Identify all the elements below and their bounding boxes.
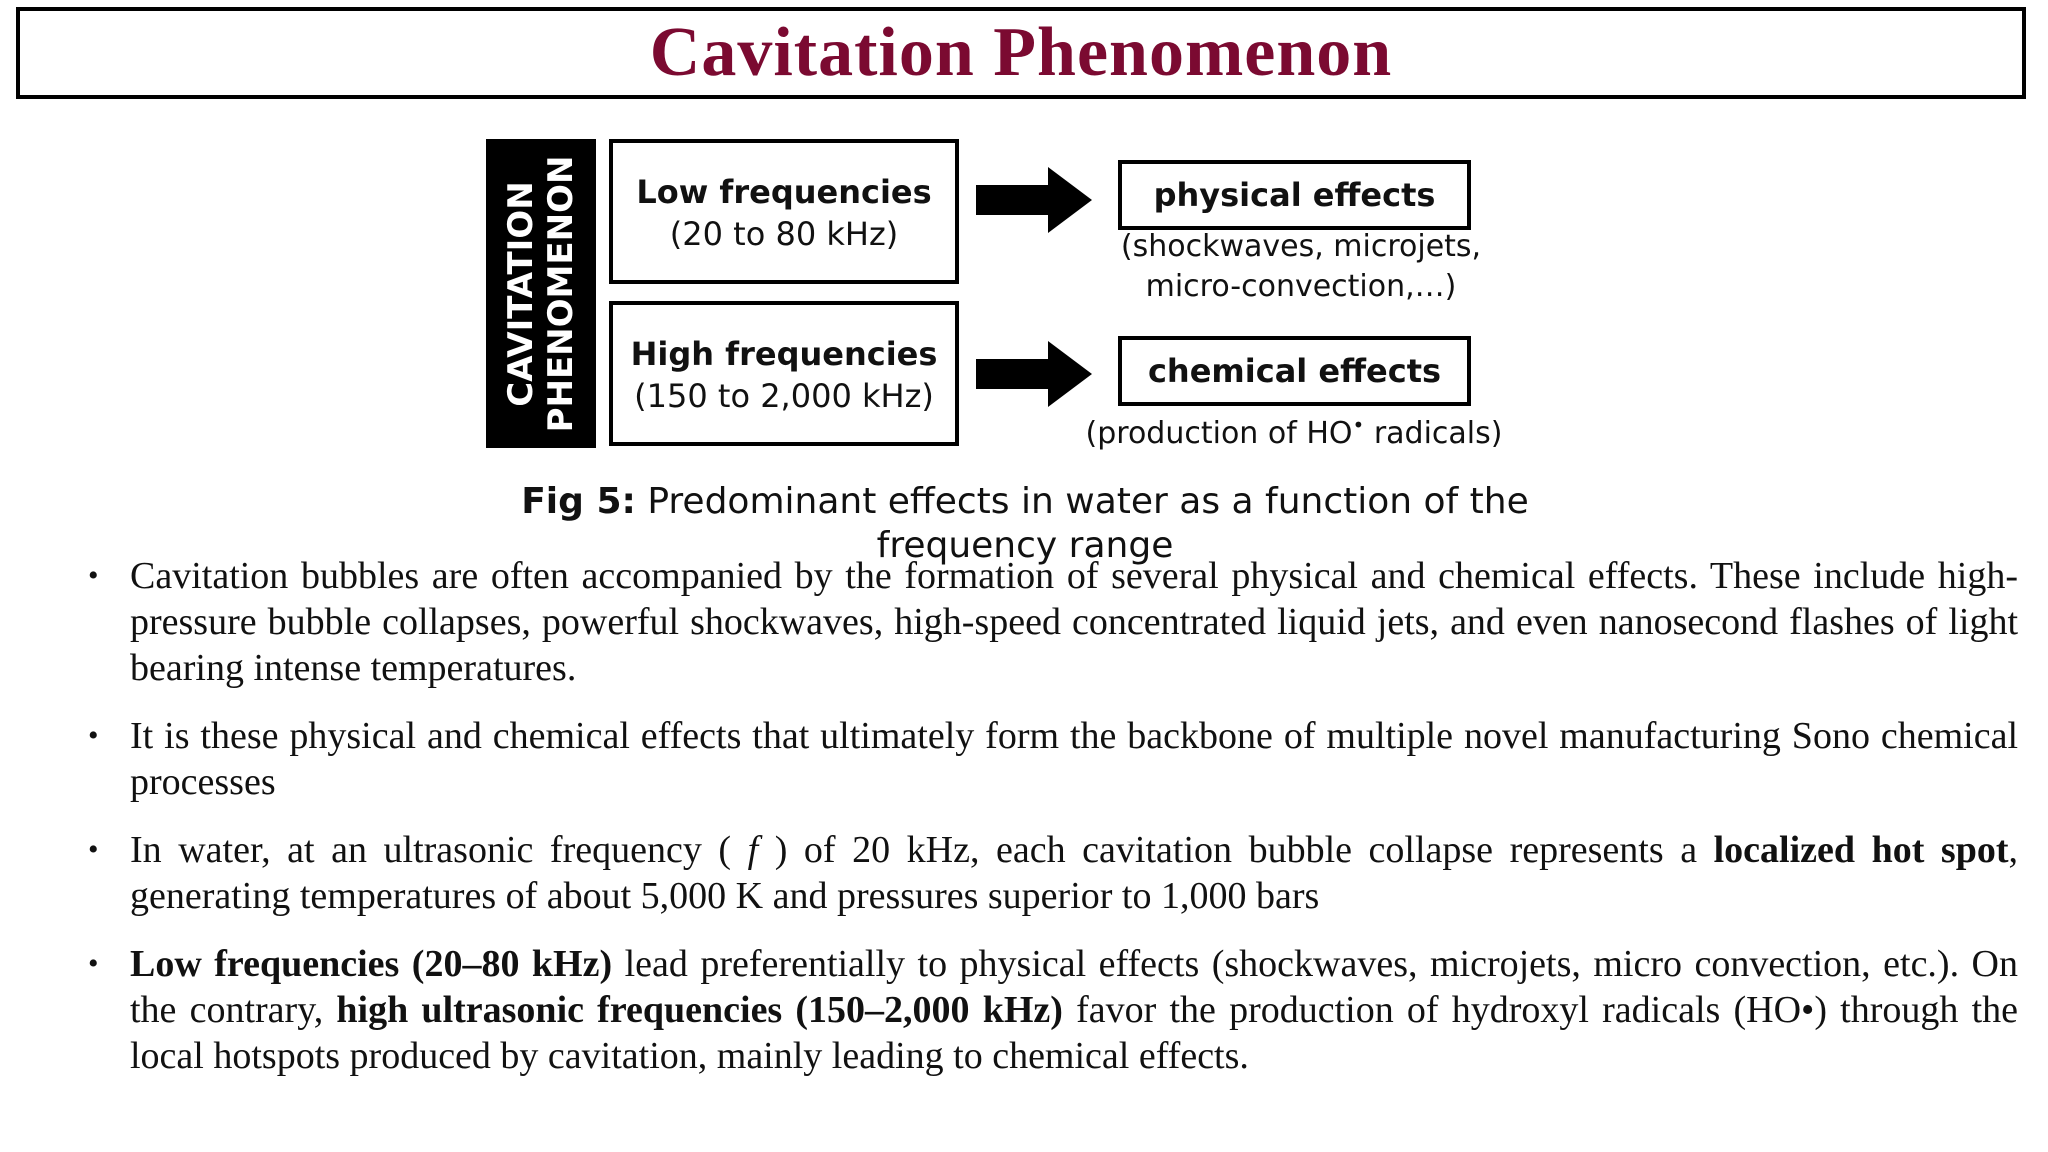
physical-effects-description	[1086, 227, 1516, 307]
side-label-line1: CAVITATION	[501, 180, 541, 407]
frequency-symbol: f	[747, 829, 759, 871]
bullet-text-bold: localized hot spot	[1713, 829, 2009, 871]
high-frequency-box	[609, 301, 959, 446]
list-item	[88, 827, 2018, 919]
bullet-text: Cavitation bubbles are often accompanied by the formation of several physical and chemical effects. These include high-pressure bubble collapses, powerful shockwaves, high-speed concentrated liquid jets, and even nanosecond flashes of light bearing intense temperatures.	[130, 555, 2018, 689]
bullet-text-part: , generating temperatures of about 5,000 K and pressures superior to 1,000 bars	[130, 829, 2018, 917]
caption-text-line2: frequency range	[876, 525, 1174, 566]
low-frequency-range: (20 to 80 kHz)	[669, 215, 899, 253]
chemical-desc-sup: •	[1352, 413, 1365, 437]
chemical-desc-prefix: (production of HO	[1085, 416, 1353, 451]
bullet-text-part: lead preferentially to physical effects (shockwaves, microjets, micro convection, etc.). On the contrary,	[130, 943, 2019, 1031]
bullet-text-bold: high ultrasonic frequencies (150–2,000 kHz)	[336, 989, 1063, 1031]
high-frequency-range: (150 to 2,000 kHz)	[634, 377, 934, 415]
cavitation-diagram	[486, 137, 1516, 451]
side-label	[486, 139, 596, 448]
high-frequency-title: High frequencies	[630, 335, 938, 373]
chemical-desc-suffix: radicals)	[1364, 416, 1503, 451]
chemical-effects-title: chemical effects	[1147, 352, 1442, 390]
chemical-effects-description	[1064, 405, 1524, 454]
side-label-line2: PHENOMENON	[541, 155, 581, 432]
title-box	[16, 7, 2026, 99]
chemical-effects-box	[1118, 336, 1471, 406]
bullet-icon: •	[88, 833, 99, 866]
bullet-text-part: In water, at an ultrasonic frequency (	[130, 829, 748, 871]
physical-effects-box	[1118, 160, 1471, 230]
arrow-right-icon	[976, 341, 1092, 407]
physical-desc-line1: (shockwaves, microjets,	[1120, 229, 1482, 264]
list-item	[88, 941, 2018, 1079]
caption-label: Fig 5:	[521, 481, 636, 522]
slide-title: Cavitation Phenomenon	[649, 14, 1393, 91]
bullet-text-part: ) of 20 kHz, each cavitation bubble collapse represents a	[758, 829, 1714, 871]
physical-desc-line2: micro-convection,…)	[1145, 269, 1457, 304]
list-item	[88, 553, 2018, 691]
arrow-right-icon	[976, 167, 1092, 233]
bullet-icon: •	[88, 719, 99, 752]
bullet-text: It is these physical and chemical effects that ultimately form the backbone of multiple novel manufacturing Sono chemical processes	[130, 715, 2018, 803]
physical-effects-title: physical effects	[1153, 176, 1436, 214]
bullet-icon: •	[88, 559, 99, 592]
bullet-text-bold: Low frequencies (20–80 kHz)	[130, 943, 613, 985]
caption-text-line1: Predominant effects in water as a function of the	[635, 481, 1529, 522]
list-item	[88, 713, 2018, 805]
bullet-text-part: favor the production of hydroxyl radicals (HO•) through the local hotspots produced by cavitation, mainly leading to chemical effects.	[130, 989, 2018, 1077]
bullet-icon: •	[88, 947, 99, 980]
low-frequency-title: Low frequencies	[636, 173, 932, 211]
bullet-list	[88, 553, 2018, 1101]
low-frequency-box	[609, 139, 959, 284]
